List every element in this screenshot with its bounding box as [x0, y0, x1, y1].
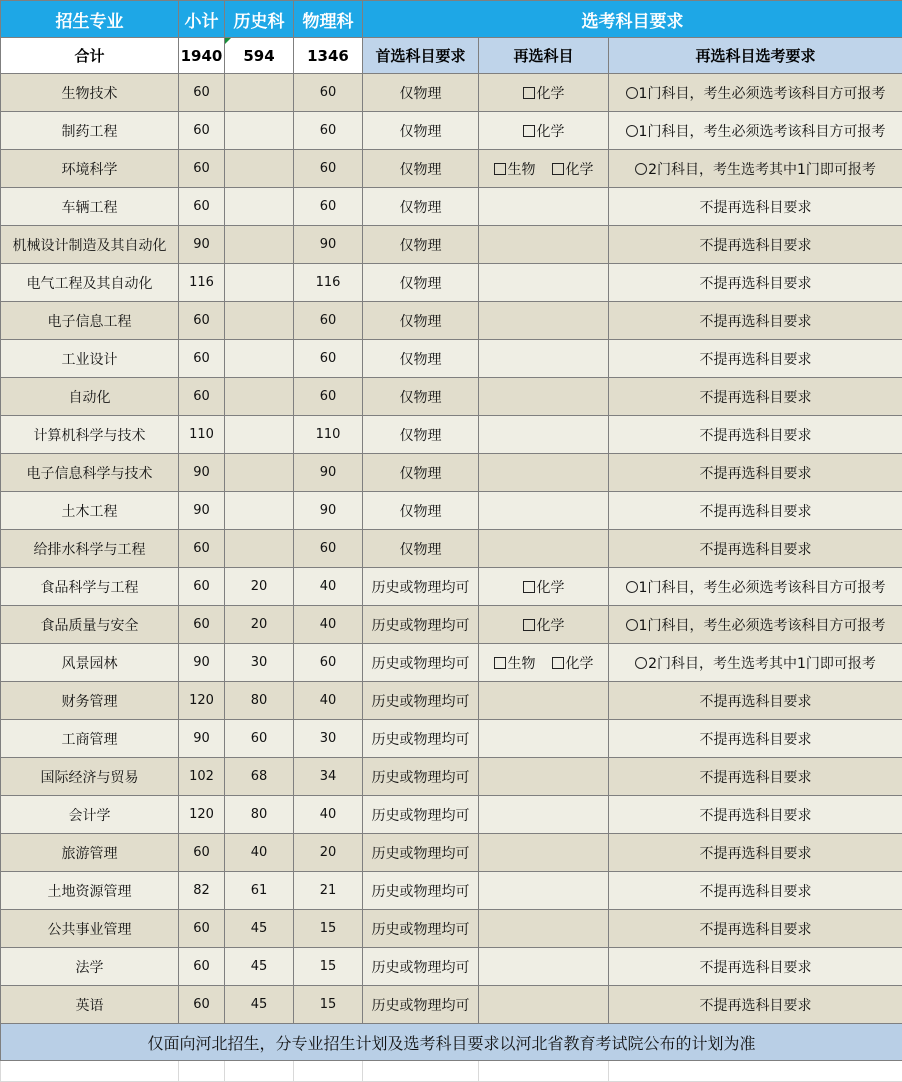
requirement-text: 不提再选科目要求 — [700, 884, 812, 900]
history-cell — [225, 530, 294, 568]
reselect-subject-cell — [479, 492, 609, 530]
physics-cell: 30 — [294, 720, 363, 758]
first-subject-cell: 历史或物理均可 — [363, 606, 479, 644]
first-subject-cell: 仅物理 — [363, 302, 479, 340]
physics-cell: 60 — [294, 188, 363, 226]
subtotal-cell: 82 — [179, 872, 225, 910]
subtotal-cell: 60 — [179, 378, 225, 416]
reselect-subject-label: 化学 — [537, 618, 565, 634]
subtotal-cell: 90 — [179, 644, 225, 682]
circle-icon — [626, 125, 638, 137]
empty-grid-row — [1, 1061, 902, 1082]
header-row — [1, 1, 902, 38]
major-cell: 土木工程 — [1, 492, 179, 530]
physics-cell: 40 — [294, 606, 363, 644]
circle-icon — [626, 619, 638, 631]
physics-cell: 90 — [294, 226, 363, 264]
subtotal-cell: 120 — [179, 796, 225, 834]
major-cell: 电气工程及其自动化 — [1, 264, 179, 302]
history-cell: 61 — [225, 872, 294, 910]
requirement-text: 不提再选科目要求 — [700, 314, 812, 330]
major-cell: 工商管理 — [1, 720, 179, 758]
reselect-requirement-cell — [609, 720, 902, 758]
history-cell: 45 — [225, 910, 294, 948]
first-subject-cell: 历史或物理均可 — [363, 910, 479, 948]
table-row — [1, 910, 902, 948]
first-subject-cell: 历史或物理均可 — [363, 568, 479, 606]
reselect-subject-label: 生物 — [508, 162, 536, 178]
subtotal-cell: 90 — [179, 226, 225, 264]
reselect-requirement-cell — [609, 606, 902, 644]
major-cell: 会计学 — [1, 796, 179, 834]
requirement-text: 不提再选科目要求 — [700, 770, 812, 786]
major-cell: 国际经济与贸易 — [1, 758, 179, 796]
requirement-text: 不提再选科目要求 — [700, 276, 812, 292]
first-subject-cell: 仅物理 — [363, 188, 479, 226]
table-row — [1, 720, 902, 758]
reselect-subject-label: 化学 — [537, 124, 565, 140]
reselect-requirement-cell — [609, 758, 902, 796]
history-cell: 80 — [225, 796, 294, 834]
first-subject-cell: 历史或物理均可 — [363, 872, 479, 910]
first-subject-cell: 仅物理 — [363, 340, 479, 378]
major-cell: 公共事业管理 — [1, 910, 179, 948]
empty-cell — [609, 1061, 902, 1082]
history-cell: 45 — [225, 986, 294, 1024]
subtotal-cell: 90 — [179, 720, 225, 758]
table-row — [1, 948, 902, 986]
reselect-requirement-cell — [609, 188, 902, 226]
physics-cell: 90 — [294, 492, 363, 530]
reselect-subject-cell — [479, 226, 609, 264]
first-subject-cell: 仅物理 — [363, 416, 479, 454]
requirement-text: 不提再选科目要求 — [700, 808, 812, 824]
reselect-subject-cell — [479, 644, 609, 682]
requirement-text: 2门科目，考生选考其中1门即可报考 — [648, 656, 876, 672]
reselect-requirement-cell — [609, 340, 902, 378]
major-cell: 土地资源管理 — [1, 872, 179, 910]
circle-icon — [626, 581, 638, 593]
first-subject-cell: 仅物理 — [363, 454, 479, 492]
table-row — [1, 872, 902, 910]
reselect-requirement-cell — [609, 264, 902, 302]
table-row — [1, 150, 902, 188]
requirement-text: 2门科目，考生选考其中1门即可报考 — [648, 162, 876, 178]
reselect-subject-cell — [479, 74, 609, 112]
history-cell — [225, 378, 294, 416]
reselect-requirement-cell — [609, 682, 902, 720]
history-cell — [225, 454, 294, 492]
table-row — [1, 416, 902, 454]
subtotal-cell: 60 — [179, 150, 225, 188]
reselect-requirement-cell — [609, 644, 902, 682]
table-row — [1, 834, 902, 872]
requirement-text: 不提再选科目要求 — [700, 846, 812, 862]
requirement-text: 不提再选科目要求 — [700, 694, 812, 710]
subtotal-cell: 60 — [179, 340, 225, 378]
empty-cell — [225, 1061, 294, 1082]
requirement-text: 不提再选科目要求 — [700, 428, 812, 444]
major-cell: 电子信息科学与技术 — [1, 454, 179, 492]
history-cell: 60 — [225, 720, 294, 758]
requirement-text: 不提再选科目要求 — [700, 732, 812, 748]
subtotal-cell: 60 — [179, 188, 225, 226]
requirement-text: 不提再选科目要求 — [700, 238, 812, 254]
major-cell: 环境科学 — [1, 150, 179, 188]
requirement-text: 1门科目，考生必须选考该科目方可报考 — [639, 124, 886, 140]
first-subject-cell: 仅物理 — [363, 530, 479, 568]
subtotal-cell: 60 — [179, 910, 225, 948]
reselect-subject-cell — [479, 758, 609, 796]
major-cell: 电子信息工程 — [1, 302, 179, 340]
table-row — [1, 112, 902, 150]
history-cell: 45 — [225, 948, 294, 986]
subtotal-cell: 60 — [179, 530, 225, 568]
physics-cell: 60 — [294, 644, 363, 682]
subtotal-cell: 120 — [179, 682, 225, 720]
table-row — [1, 340, 902, 378]
history-cell: 80 — [225, 682, 294, 720]
reselect-requirement-cell — [609, 910, 902, 948]
checkbox-icon — [523, 619, 535, 631]
empty-cell — [179, 1061, 225, 1082]
reselect-requirement-cell — [609, 378, 902, 416]
checkbox-icon — [552, 657, 564, 669]
history-cell — [225, 150, 294, 188]
reselect-subject-cell — [479, 834, 609, 872]
header-history: 历史科 — [225, 1, 294, 38]
reselect-subject-cell — [479, 454, 609, 492]
history-cell — [225, 226, 294, 264]
reselect-requirement-cell — [609, 834, 902, 872]
requirement-text: 不提再选科目要求 — [700, 922, 812, 938]
reselect-subject-label: 化学 — [566, 656, 594, 672]
major-cell: 制药工程 — [1, 112, 179, 150]
history-cell — [225, 416, 294, 454]
reselect-requirement-cell — [609, 986, 902, 1024]
first-subject-cell: 仅物理 — [363, 378, 479, 416]
major-cell: 旅游管理 — [1, 834, 179, 872]
footer-row — [1, 1024, 902, 1061]
history-cell — [225, 492, 294, 530]
reselect-subject-cell — [479, 416, 609, 454]
requirement-text: 不提再选科目要求 — [700, 466, 812, 482]
first-subject-cell: 历史或物理均可 — [363, 720, 479, 758]
reselect-subject-label: 化学 — [537, 86, 565, 102]
physics-cell: 60 — [294, 340, 363, 378]
requirement-text: 不提再选科目要求 — [700, 352, 812, 368]
header-subject-requirements: 选考科目要求 — [363, 1, 902, 38]
first-subject-header: 首选科目要求 — [363, 38, 479, 74]
header-subtotal: 小计 — [179, 1, 225, 38]
first-subject-cell: 历史或物理均可 — [363, 682, 479, 720]
reselect-requirement-cell — [609, 302, 902, 340]
physics-cell: 60 — [294, 302, 363, 340]
reselect-subject-cell — [479, 378, 609, 416]
subtotal-cell: 60 — [179, 112, 225, 150]
reselect-requirement-cell — [609, 948, 902, 986]
history-cell: 40 — [225, 834, 294, 872]
physics-cell: 20 — [294, 834, 363, 872]
reselect-requirement-cell — [609, 226, 902, 264]
table-row — [1, 530, 902, 568]
table-row — [1, 188, 902, 226]
physics-cell: 40 — [294, 568, 363, 606]
header-major: 招生专业 — [1, 1, 179, 38]
requirement-text: 1门科目，考生必须选考该科目方可报考 — [639, 618, 886, 634]
reselect-subject-cell — [479, 264, 609, 302]
checkbox-icon — [523, 87, 535, 99]
table-row — [1, 986, 902, 1024]
reselect-subject-cell — [479, 568, 609, 606]
circle-icon — [626, 87, 638, 99]
physics-cell: 15 — [294, 910, 363, 948]
major-cell: 机械设计制造及其自动化 — [1, 226, 179, 264]
reselect-subject-cell — [479, 302, 609, 340]
physics-cell: 21 — [294, 872, 363, 910]
checkbox-icon — [494, 163, 506, 175]
physics-cell: 60 — [294, 74, 363, 112]
physics-cell: 15 — [294, 948, 363, 986]
major-cell: 法学 — [1, 948, 179, 986]
reselect-requirement-header: 再选科目选考要求 — [609, 38, 902, 74]
empty-cell — [479, 1061, 609, 1082]
table-row — [1, 492, 902, 530]
reselect-subject-cell — [479, 872, 609, 910]
empty-cell — [294, 1061, 363, 1082]
totals-row — [1, 38, 902, 74]
history-cell: 68 — [225, 758, 294, 796]
totals-physics: 1346 — [294, 38, 363, 74]
reselect-subject-cell — [479, 188, 609, 226]
subtotal-cell: 60 — [179, 986, 225, 1024]
first-subject-cell: 仅物理 — [363, 264, 479, 302]
reselect-subject-cell — [479, 910, 609, 948]
totals-subtotal: 1940 — [179, 38, 225, 74]
table-row — [1, 606, 902, 644]
physics-cell: 15 — [294, 986, 363, 1024]
subtotal-cell: 60 — [179, 568, 225, 606]
reselect-subject-label: 化学 — [537, 580, 565, 596]
reselect-requirement-cell — [609, 530, 902, 568]
major-cell: 食品科学与工程 — [1, 568, 179, 606]
history-cell — [225, 302, 294, 340]
table-row — [1, 226, 902, 264]
reselect-subject-cell — [479, 682, 609, 720]
first-subject-cell: 历史或物理均可 — [363, 948, 479, 986]
physics-cell: 34 — [294, 758, 363, 796]
physics-cell: 110 — [294, 416, 363, 454]
major-cell: 自动化 — [1, 378, 179, 416]
reselect-requirement-cell — [609, 454, 902, 492]
subtotal-cell: 60 — [179, 834, 225, 872]
reselect-subject-cell — [479, 340, 609, 378]
table-row — [1, 644, 902, 682]
requirement-text: 不提再选科目要求 — [700, 390, 812, 406]
subtotal-cell: 90 — [179, 454, 225, 492]
subtotal-cell: 60 — [179, 606, 225, 644]
first-subject-cell: 仅物理 — [363, 150, 479, 188]
subtotal-cell: 90 — [179, 492, 225, 530]
physics-cell: 40 — [294, 796, 363, 834]
subtotal-cell: 110 — [179, 416, 225, 454]
checkbox-icon — [523, 125, 535, 137]
subtotal-cell: 102 — [179, 758, 225, 796]
reselect-requirement-cell — [609, 112, 902, 150]
physics-cell: 60 — [294, 112, 363, 150]
major-cell: 计算机科学与技术 — [1, 416, 179, 454]
first-subject-cell: 历史或物理均可 — [363, 644, 479, 682]
subtotal-cell: 60 — [179, 302, 225, 340]
major-cell: 英语 — [1, 986, 179, 1024]
history-cell — [225, 112, 294, 150]
major-cell: 风景园林 — [1, 644, 179, 682]
table-row — [1, 796, 902, 834]
history-cell: 20 — [225, 606, 294, 644]
totals-label: 合计 — [1, 38, 179, 74]
physics-cell: 90 — [294, 454, 363, 492]
first-subject-cell: 仅物理 — [363, 112, 479, 150]
physics-cell: 60 — [294, 150, 363, 188]
circle-icon — [635, 163, 647, 175]
subtotal-cell: 116 — [179, 264, 225, 302]
first-subject-cell: 历史或物理均可 — [363, 986, 479, 1024]
first-subject-cell: 仅物理 — [363, 226, 479, 264]
reselect-subject-cell — [479, 530, 609, 568]
reselect-subject-cell — [479, 796, 609, 834]
reselect-subject-header: 再选科目 — [479, 38, 609, 74]
totals-history: 594 — [225, 38, 294, 74]
table-row — [1, 74, 902, 112]
reselect-requirement-cell — [609, 796, 902, 834]
header-physics: 物理科 — [294, 1, 363, 38]
history-cell — [225, 264, 294, 302]
circle-icon — [635, 657, 647, 669]
table-row — [1, 302, 902, 340]
reselect-subject-cell — [479, 150, 609, 188]
requirement-text: 不提再选科目要求 — [700, 542, 812, 558]
major-cell: 给排水科学与工程 — [1, 530, 179, 568]
checkbox-icon — [523, 581, 535, 593]
empty-cell — [363, 1061, 479, 1082]
physics-cell: 60 — [294, 378, 363, 416]
subtotal-cell: 60 — [179, 948, 225, 986]
checkbox-icon — [552, 163, 564, 175]
history-cell — [225, 74, 294, 112]
reselect-subject-cell — [479, 112, 609, 150]
physics-cell: 60 — [294, 530, 363, 568]
reselect-subject-label: 生物 — [508, 656, 536, 672]
first-subject-cell: 仅物理 — [363, 74, 479, 112]
major-cell: 食品质量与安全 — [1, 606, 179, 644]
history-cell: 20 — [225, 568, 294, 606]
requirement-text: 不提再选科目要求 — [700, 960, 812, 976]
footer-note: 仅面向河北招生，分专业招生计划及选考科目要求以河北省教育考试院公布的计划为准 — [1, 1024, 902, 1061]
first-subject-cell: 仅物理 — [363, 492, 479, 530]
reselect-subject-cell — [479, 720, 609, 758]
table-row — [1, 378, 902, 416]
reselect-subject-cell — [479, 606, 609, 644]
first-subject-cell: 历史或物理均可 — [363, 834, 479, 872]
table-row — [1, 568, 902, 606]
reselect-subject-label: 化学 — [566, 162, 594, 178]
history-cell — [225, 340, 294, 378]
requirement-text: 1门科目，考生必须选考该科目方可报考 — [639, 580, 886, 596]
physics-cell: 40 — [294, 682, 363, 720]
requirement-text: 不提再选科目要求 — [700, 504, 812, 520]
requirement-text: 1门科目，考生必须选考该科目方可报考 — [639, 86, 886, 102]
reselect-requirement-cell — [609, 150, 902, 188]
first-subject-cell: 历史或物理均可 — [363, 758, 479, 796]
reselect-requirement-cell — [609, 872, 902, 910]
reselect-subject-cell — [479, 948, 609, 986]
table-row — [1, 682, 902, 720]
major-cell: 车辆工程 — [1, 188, 179, 226]
reselect-requirement-cell — [609, 74, 902, 112]
major-cell: 生物技术 — [1, 74, 179, 112]
table-row — [1, 454, 902, 492]
major-cell: 财务管理 — [1, 682, 179, 720]
table-row — [1, 758, 902, 796]
checkbox-icon — [494, 657, 506, 669]
major-cell: 工业设计 — [1, 340, 179, 378]
reselect-requirement-cell — [609, 492, 902, 530]
first-subject-cell: 历史或物理均可 — [363, 796, 479, 834]
table-row — [1, 264, 902, 302]
reselect-requirement-cell — [609, 568, 902, 606]
history-cell: 30 — [225, 644, 294, 682]
empty-cell — [1, 1061, 179, 1082]
physics-cell: 116 — [294, 264, 363, 302]
subtotal-cell: 60 — [179, 74, 225, 112]
requirement-text: 不提再选科目要求 — [700, 200, 812, 216]
reselect-subject-cell — [479, 986, 609, 1024]
reselect-requirement-cell — [609, 416, 902, 454]
requirement-text: 不提再选科目要求 — [700, 998, 812, 1014]
history-cell — [225, 188, 294, 226]
